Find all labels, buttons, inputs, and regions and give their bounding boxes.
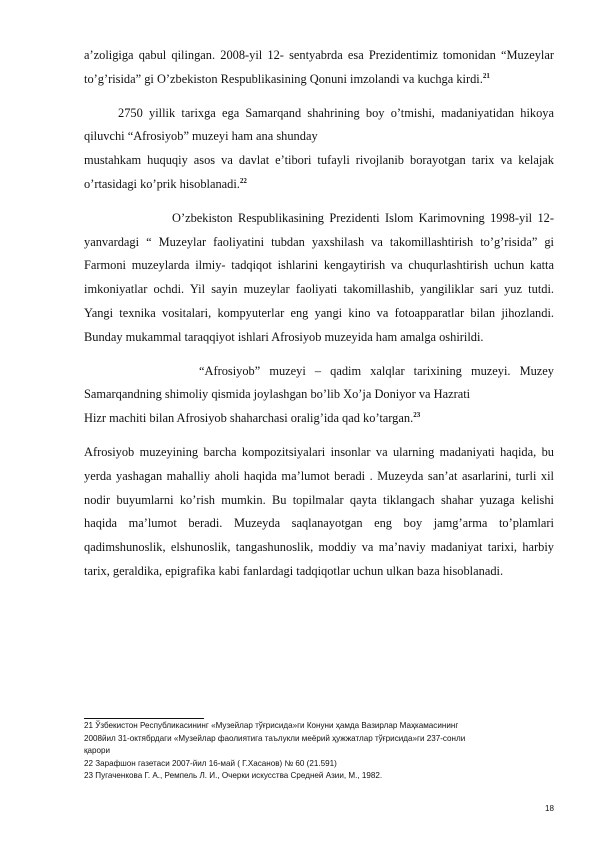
page-number: 18 bbox=[544, 804, 554, 813]
footnote-ref-22: 22 bbox=[239, 176, 247, 185]
paragraph-2-continued: mustahkam huquqiy asos va davlat e’tibori tufayli rivojlanib borayotgan tarix va kelajak o’rtasidagi ko’prik hisoblanadi.$^{22}$ bbox=[84, 153, 554, 191]
footnotes bbox=[84, 720, 554, 783]
paragraph-3: O’zbekiston Respublikasining Prezidenti Islom Karimovning 1998-yil 12- yanvardagi “ Muzeylar faoliyatini tubdan yaxshilash va takomillashtirish to’g’risida” gi Farmoni muzeylarda ilmiy- tadqiqot ishlarini kengaytirish va chuqurlashtirish uchun katta imkoniyatlar ochdi. Yil sayin muzeylar faoliyati takomillashib, yangiliklar sari yuz tutdi. Yangi texnika vositalari, kompyuterlar eng yangi kino va fotoapparatlar bilan jihozlandi. Bunday mukammal taraqqiyot ishlari Afrosiyob muzeyida ham amalga oshirildi. bbox=[84, 210, 554, 344]
footnote-line: 22 Зарафшон газетаси 2007-йил 16-май ( Г.Хасанов) № 60 (21.591) bbox=[84, 758, 337, 768]
footnote-ref-21: 21 bbox=[482, 71, 490, 80]
footnote-line: 23 Пугаченкова Г. А., Ремпель Л. И., Очерки искусства Средней Азии, М., 1982. bbox=[84, 771, 383, 780]
footnote-line: 2008йил 31-октябрдаги «Музейлар фаолиятига таълукли меёрий ҳужжатлар тўғрисида»ги 237-сонли bbox=[84, 733, 466, 743]
footnote-line: 21 Ўзбекистон Республикасининг «Музейлар тўғрисида»ги Конуни ҳамда Вазирлар Маҳкамасининг bbox=[84, 721, 459, 730]
body-text bbox=[84, 44, 554, 584]
paragraph-4: “Afrosiyob” muzeyi – qadim xalqlar tarixining muzeyi. Muzey Samarqandning shimoliy qismida joylashgan bo’lib Xo’ja Doniyor va Hazrati bbox=[84, 363, 554, 402]
footnote-ref-23: 23 bbox=[413, 411, 421, 420]
paragraph-4-continued: Hizr machiti bilan Afrosiyob shaharchasi oralig’ida qad ko’targan.$^{23}$ bbox=[84, 411, 421, 426]
paragraph-1: a’zoligiga qabul qilingan. 2008-yil 12- sentyabrda esa Prezidentimiz tomonidan “Muzeylar to’g’risida” gi O’zbekiston Respublikasining Qonuni imzolandi va kuchga kirdi.$^{21}$ bbox=[84, 48, 554, 86]
footnote-separator bbox=[84, 718, 204, 719]
paragraph-2: 2750 yillik tarixga ega Samarqand shahrining boy o’tmishi, madaniyatidan hikoya qiluvchi “Afrosiyob” muzeyi ham ana shunday bbox=[84, 105, 554, 144]
footnote-line: қарори bbox=[84, 746, 111, 755]
paragraph-5: Afrosiyob muzeyining barcha kompozitsiyalari insonlar va ularning madaniyati haqida, bu yerda yashagan mahalliy aholi haqida ma’lumot beradi . Muzeyda san’at asarlarini, turli xil nodir buyumlarni ko’rish mumkin. Bu topilmalar qayta tiklangach shahar yuzaga kelishi haqida ma’lumot beradi. Muzeyda saqlanayotgan eng boy jamg’arma to’plamlari qadimshunoslik, elshunoslik, tangashunoslik, moddiy va ma’naviy madaniyat tarixi, harbiy tarix, geraldika, epigrafika kabi fanlardagi tadqiqotlar uchun ulkan baza hisoblanadi. bbox=[84, 444, 554, 578]
